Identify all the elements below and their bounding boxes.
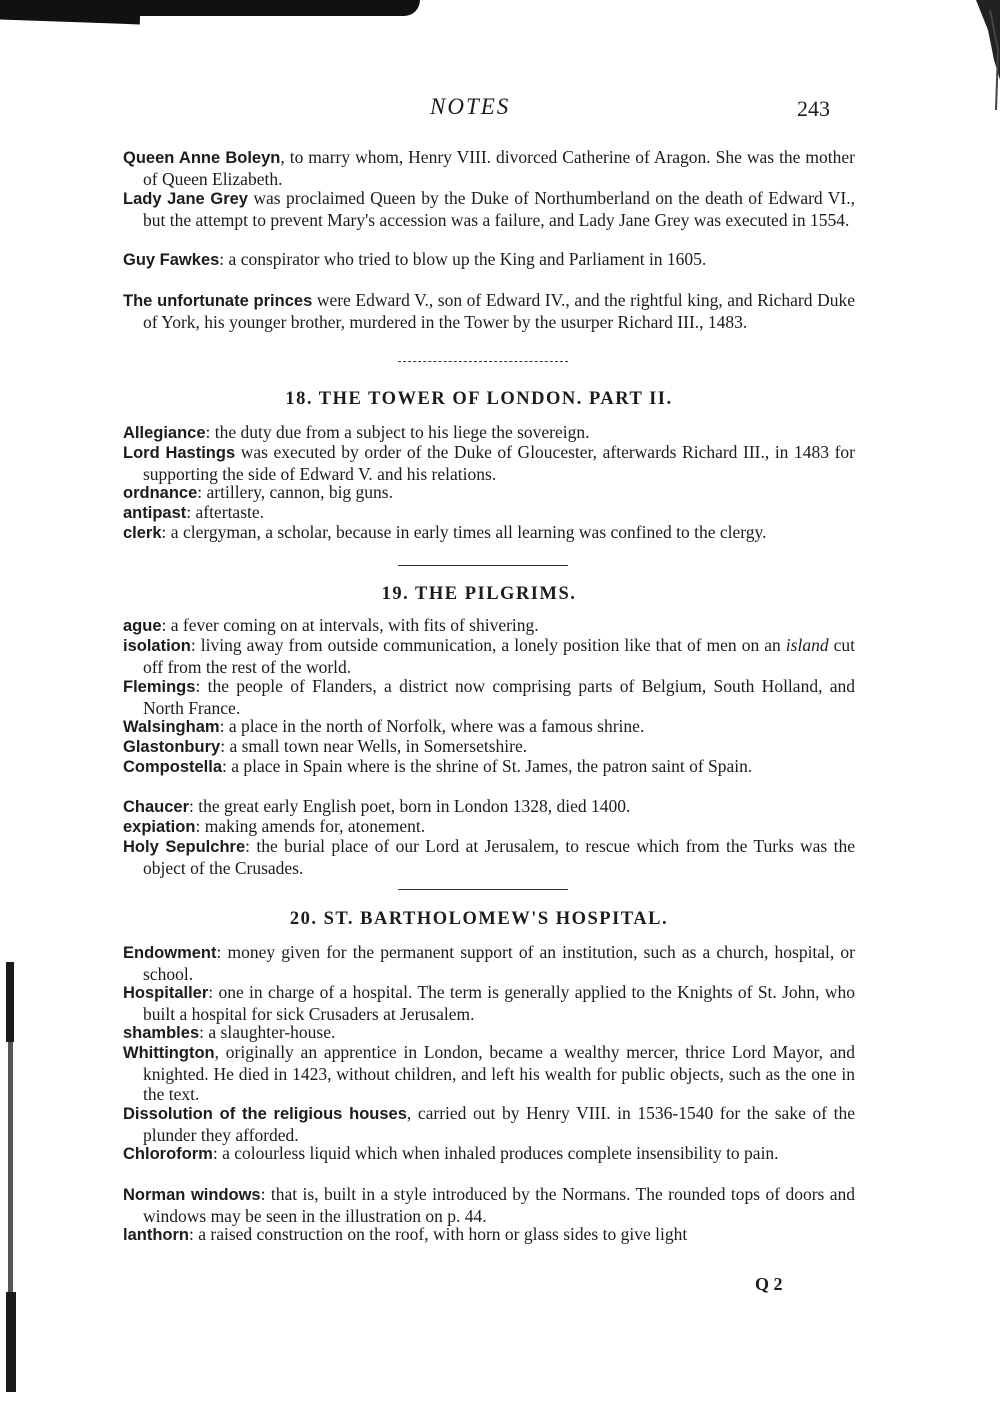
note-entry: lanthorn: a raised construction on the roof, with horn or glass sides to give light <box>123 1224 688 1244</box>
section-divider <box>398 361 568 363</box>
section-heading: 19. THE PILGRIMS. <box>381 584 577 604</box>
scan-edge-left <box>4 962 28 1392</box>
note-definition: money given for the permanent support of an institution, such as a church, hospital, or school. <box>143 942 855 984</box>
note-term: shambles <box>123 1024 200 1042</box>
note-definition: the duty due from a subject to his liege the sovereign. <box>210 422 590 442</box>
note-entry: Chaucer: the great early English poet, born in London 1328, died 1400. <box>123 796 631 816</box>
note-term: isolation <box>123 637 191 655</box>
note-entry: Holy Sepulchre: the burial place of our Lord at Jerusalem, to rescue which from the Turks was the object of the Crusades. <box>123 836 855 878</box>
note-entry: Dissolution of the religious houses, carried out by Henry VIII. in 1536-1540 for the sake of the plunder they afforded. <box>123 1103 855 1145</box>
note-entry: Flemings: the people of Flanders, a district now comprising parts of Belgium, South Holland, and North France. <box>123 676 855 718</box>
section-divider <box>398 889 568 891</box>
note-definition: a clergyman, a scholar, because in early times all learning was confined to the clergy. <box>166 522 767 542</box>
note-definition: aftertaste. <box>191 502 265 522</box>
note-definition: a place in the north of Norfolk, where was a famous shrine. <box>224 716 645 736</box>
note-entry: isolation: living away from outside communication, a lonely position like that of men on an island cut off from the rest of the world. <box>123 635 855 677</box>
note-term: Glastonbury <box>123 738 221 756</box>
note-entry: Guy Fawkes: a conspirator who tried to blow up the King and Parliament in 1605. <box>123 249 707 269</box>
note-term: Compostella <box>123 758 223 776</box>
note-entry: antipast: aftertaste. <box>123 502 265 522</box>
note-term: Queen Anne Boleyn <box>123 149 281 167</box>
note-entry: expiation: making amends for, atonement. <box>123 816 426 836</box>
note-entry <box>123 188 855 230</box>
note-definition: the great early English poet, born in London 1328, died 1400. <box>193 796 631 816</box>
note-entry: Glastonbury: a small town near Wells, in Somersetshire. <box>123 736 528 756</box>
note-term: Guy Fawkes <box>123 251 220 269</box>
note-italic-word: island <box>785 635 829 655</box>
note-term: ordnance <box>123 484 198 502</box>
note-entry: Queen Anne Boleyn, to marry whom, Henry VIII. divorced Catherine of Aragon. She was the mother of Queen Elizabeth. <box>123 147 855 189</box>
note-entry: ordnance: artillery, cannon, big guns. <box>123 482 393 502</box>
note-definition: to marry whom, Henry VIII. divorced Catherine of Aragon. She was the mother of Queen Elizabeth. <box>143 147 855 189</box>
note-definition: a place in Spain where is the shrine of St. James, the patron saint of Spain. <box>226 756 753 776</box>
section-heading: 18. THE TOWER OF LONDON. PART II. <box>285 389 673 409</box>
note-definition: a slaughter-house. <box>204 1022 336 1042</box>
note-term: Norman windows <box>123 1186 261 1204</box>
note-definition: a fever coming on at intervals, with fits of shivering. <box>166 615 539 635</box>
note-definition: the people of Flanders, a district now comprising parts of Belgium, South Holland, and North France. <box>143 676 855 718</box>
note-term: Flemings <box>123 678 196 696</box>
note-term: Holy Sepulchre <box>123 838 246 856</box>
note-definition: was proclaimed Queen by the Duke of Northumberland on the death of Edward VI., but the attempt to prevent Mary's accession was a failure, and Lady Jane Grey was executed in 1554. <box>143 188 855 230</box>
note-term: Allegiance <box>123 424 206 442</box>
note-term: Hospitaller <box>123 984 209 1002</box>
note-entry: Walsingham: a place in the north of Norfolk, where was a famous shrine. <box>123 716 645 736</box>
note-entry: clerk: a clergyman, a scholar, because in early times all learning was confined to the clergy. <box>123 522 767 542</box>
note-entry <box>123 290 855 332</box>
note-definition: were Edward V., son of Edward IV., and the rightful king, and Richard Duke of York, his younger brother, murdered in the Tower by the usurper Richard III., 1483. <box>143 290 855 332</box>
note-definition: carried out by Henry VIII. in 1536-1540 for the sake of the plunder they afforded. <box>143 1103 855 1145</box>
note-definition: making amends for, atonement. <box>200 816 426 836</box>
note-definition: one in charge of a hospital. The term is generally applied to the Knights of St. John, who built a hospital for sick Crusaders at Jerusalem. <box>143 982 855 1024</box>
note-entry: Allegiance: the duty due from a subject to his liege the sovereign. <box>123 422 590 442</box>
note-entry: Endowment: money given for the permanent support of an institution, such as a church, hospital, or school. <box>123 942 855 984</box>
note-definition: a colourless liquid which when inhaled produces complete insensibility to pain. <box>217 1143 779 1163</box>
note-definition: the burial place of our Lord at Jerusalem, to rescue which from the Turks was the object of the Crusades. <box>143 836 855 878</box>
note-definition: living away from outside communication, a lonely position like that of men on an <box>195 635 786 655</box>
note-term: clerk <box>123 524 162 542</box>
section-heading: 20. ST. BARTHOLOMEW'S HOSPITAL. <box>289 909 669 929</box>
note-definition: artillery, cannon, big guns. <box>202 482 393 502</box>
note-definition: originally an apprentice in London, became a wealthy mercer, thrice Lord Mayor, and knighted. He died in 1423, without children, and left his wealth for public objects, such as the one in the text. <box>143 1042 855 1104</box>
running-title: NOTES <box>430 94 511 119</box>
note-term: expiation <box>123 818 196 836</box>
note-entry: Compostella: a place in Spain where is the shrine of St. James, the patron saint of Spain. <box>123 756 753 776</box>
note-term: Chloroform <box>123 1145 213 1163</box>
note-definition: a small town near Wells, in Somersetshire. <box>225 736 528 756</box>
note-entry <box>123 442 855 484</box>
note-entry: Hospitaller: one in charge of a hospital. The term is generally applied to the Knights of St. John, who built a hospital for sick Crusaders at Jerusalem. <box>123 982 855 1024</box>
scan-edge-corner <box>970 0 1000 120</box>
note-definition-cont: cut off from the rest of the world. <box>143 635 855 677</box>
note-term: ague <box>123 617 162 635</box>
note-definition: a conspirator who tried to blow up the King and Parliament in 1605. <box>224 249 707 269</box>
note-term: Endowment <box>123 944 217 962</box>
note-term: antipast <box>123 504 187 522</box>
note-entry: Chloroform: a colourless liquid which when inhaled produces complete insensibility to pain. <box>123 1143 779 1163</box>
note-entry: Norman windows: that is, built in a style introduced by the Normans. The rounded tops of doors and windows may be seen in the illustration on p. 44. <box>123 1184 856 1226</box>
note-definition: that is, built in a style introduced by the Normans. The rounded tops of doors and windows may be seen in the illustration on p. 44. <box>143 1184 856 1226</box>
note-term: lanthorn <box>123 1226 189 1244</box>
note-term: Lord Hastings <box>123 444 236 462</box>
note-term: Chaucer <box>123 798 190 816</box>
note-term: Whittington <box>123 1044 215 1062</box>
section-divider <box>398 565 568 567</box>
note-term: Lady Jane Grey <box>123 190 248 208</box>
note-definition: was executed by order of the Duke of Gloucester, afterwards Richard III., in 1483 for supporting the side of Edward V. and his relations. <box>143 442 855 484</box>
note-definition: a raised construction on the roof, with horn or glass sides to give light <box>193 1224 688 1244</box>
note-entry: ague: a fever coming on at intervals, with fits of shivering. <box>123 615 539 635</box>
note-term: Walsingham <box>123 718 220 736</box>
note-entry: Whittington, originally an apprentice in London, became a wealthy mercer, thrice Lord Mayor, and knighted. He died in 1423, without children, and left his wealth for public objects, such as the one in the text. <box>123 1042 855 1104</box>
page-number: 243 <box>797 96 830 121</box>
note-term: The unfortunate princes <box>123 292 313 310</box>
note-entry: shambles: a slaughter-house. <box>123 1022 336 1042</box>
signature-mark: Q 2 <box>755 1274 783 1294</box>
note-term: Dissolution of the religious houses <box>123 1105 407 1123</box>
